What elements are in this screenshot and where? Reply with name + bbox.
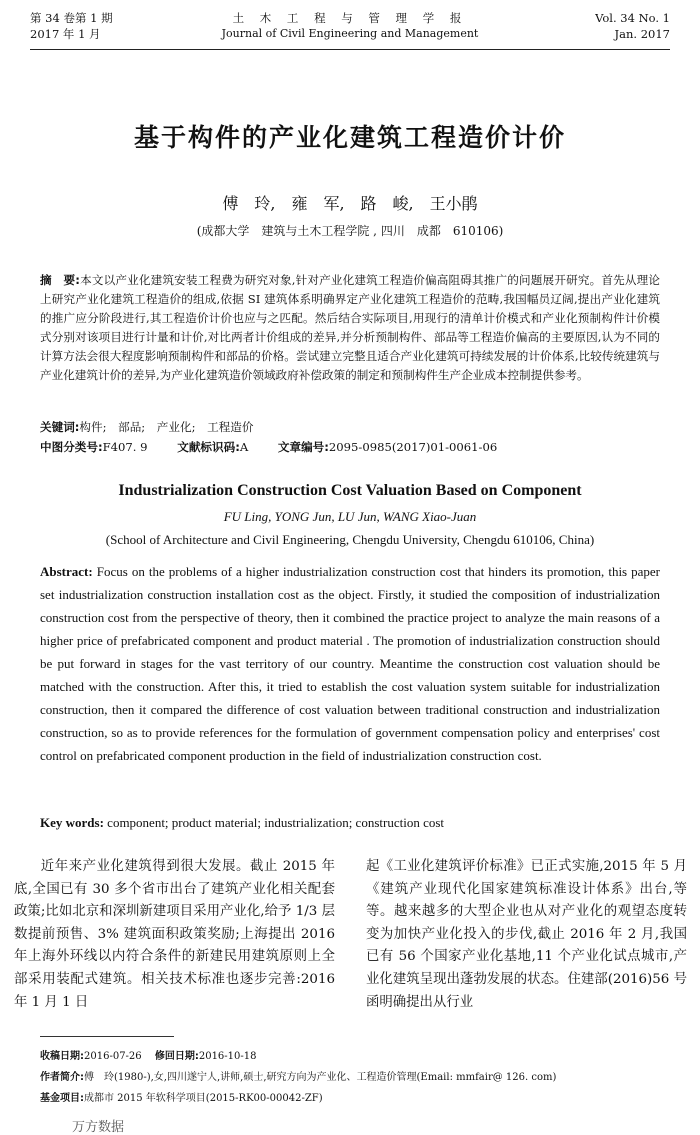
received-label: 收稿日期:: [40, 1051, 84, 1062]
keywords-en-text: component; product material; industrialization; construction cost: [107, 815, 445, 830]
paper-title-cn: 基于构件的产业化建筑工程造价计价: [133, 123, 566, 152]
footnote-fund: [40, 1092, 660, 1106]
abstract-en: [40, 560, 660, 767]
header-volume: 第 34 卷第 1 期 2017 年 1 月: [30, 11, 113, 41]
authors-en: FU Ling, YONG Jun, LU Jun, WANG Xiao-Juan: [223, 509, 477, 524]
paper-title-en: Industrialization Construction Cost Valuation Based on Component: [118, 482, 582, 499]
received-value: 2016-07-26: [84, 1051, 142, 1062]
article-no-value: 2095-0985(2017)01-0061-06: [328, 440, 498, 454]
header-journal: 土 木 工 程 与 管 理 学 报 Journal of Civil Engineering and Management: [221, 11, 479, 40]
body-right-column: 起《工业化建筑评价标准》已正式实施,2015 年 5 月《建筑产业现代化国家建筑标准设计体系》出台,等等。越来越多的大型企业也从对产业化的观望态度转变为加快产业化投入的步伐,截止 2016 年 2 月,我国已有 56 个国家产业化基地,11 个产业化试点城市,产业化建筑呈现出蓬勃发展的状态。住建部(2016)56 号函明确提出从行业: [366, 859, 687, 1010]
classification-line: [40, 438, 660, 457]
article-no-label: 文章编号:: [277, 440, 329, 454]
author-bio-label: 作者简介:: [40, 1072, 84, 1083]
header-issue: Vol. 34 No. 1 Jan. 2017: [595, 11, 670, 41]
affiliation-en: (School of Architecture and Civil Engineering, Chengdu University, Chengdu 610106, China): [105, 532, 595, 547]
running-header: [30, 10, 670, 48]
footnote-dates: [40, 1050, 660, 1064]
affiliation-cn: (成都大学 建筑与土木工程学院 , 四川 成都 610106): [196, 224, 504, 238]
author-bio-value: 傅 玲(1980-),女,四川遂宁人,讲师,硕士,研究方向为产业化、工程造价管理(Email: mmfair@ 126. com): [84, 1072, 557, 1083]
footnote-author: [40, 1071, 660, 1085]
abstract-en-text: Focus on the problems of a higher industrialization construction cost that hinders its promotion, this paper set industrialization construction installation cost as the object. Firstly, it studied the composition of industrialization construction cost from the perspective of theory, then it combined the practice project to analyze the main reasons of a higher price of prefabricated component and product material . The promotion of industrialization construction should be put forward in stages for the vast territory of our country. Meantime the construction cost valuation should be matched with the construction. After this, it tried to establish the cost valuation system suitable for industrialization construction, then it compared the difference of cost valuation between traditional construction and industrialization construction, so as to provide references for the formulation of government compensation policy and enterprises' cost control on prefabricated component production in the field of industrialization construction cost.: [40, 564, 661, 763]
footnote-divider: [40, 1036, 174, 1037]
revised-label: 修回日期:: [154, 1051, 199, 1062]
abstract-cn: [40, 271, 660, 385]
clc-label: 中图分类号:: [40, 440, 103, 454]
revised-value: 2016-10-18: [198, 1051, 257, 1062]
keywords-cn: [40, 418, 660, 437]
header-divider: [30, 49, 670, 50]
watermark: 万方数据: [72, 1120, 125, 1135]
keywords-en: [40, 814, 660, 832]
abstract-cn-label: 摘 要:: [40, 273, 80, 287]
doc-code-label: 文献标识码:: [177, 440, 240, 454]
doc-code-value: A: [239, 440, 249, 454]
fund-value: 成都市 2015 年软科学项目(2015-RK00-00042-ZF): [84, 1093, 323, 1104]
fund-label: 基金项目:: [40, 1093, 84, 1104]
authors-cn: 傅 玲, 雍 军, 路 峻, 王小鹃: [222, 194, 478, 213]
clc-value: F407. 9: [102, 440, 148, 454]
keywords-cn-label: 关键词:: [40, 420, 80, 434]
abstract-en-label: Abstract:: [40, 564, 93, 579]
body-left-column: 近年来产业化建筑得到很大发展。截止 2015 年底,全国已有 30 多个省市出台了建筑产业化相关配套政策;比如北京和深圳新建项目采用产业化,给予 1/3 层数提前预售、3% 建筑面积政策奖励;上海提出 2016 年上海外环线以内符合条件的新建民用建筑原则上全部采用装配式建筑。相关技术标准也逐步完善:2016 年 1 月 1 日: [14, 859, 335, 1010]
keywords-cn-text: 构件; 部品; 产业化; 工程造价: [79, 420, 254, 434]
keywords-en-label: Key words:: [40, 815, 104, 830]
abstract-cn-text: 本文以产业化建筑安装工程费为研究对象,针对产业化建筑工程造价偏高阻碍其推广的问题展开研究。首先从理论上研究产业化建筑工程造价的组成,依据 SI 建筑体系明确界定产业化建筑工程造价的范畴,我国幅员辽阔,提出产业化建筑的推广应分阶段进行,其工程造价计价也应与之匹配。然后结合实际项目,用现行的清单计价模式和产业化预制构件计价模式分别对该项目进行计量和计价,对比两者计价组成的差异,并分析预制构件、部品等工程造价偏高的主要原因,认为不同的计算方法会很大程度影响预制构件和部品的价格。尝试建立完整且适合产业化建筑可持续发展的计价体系,比较传统建筑与产业化建筑计价的差异,为产业化建筑造价领域政府补偿政策的制定和预制构件生产企业成本控制提供参考。: [40, 273, 660, 382]
